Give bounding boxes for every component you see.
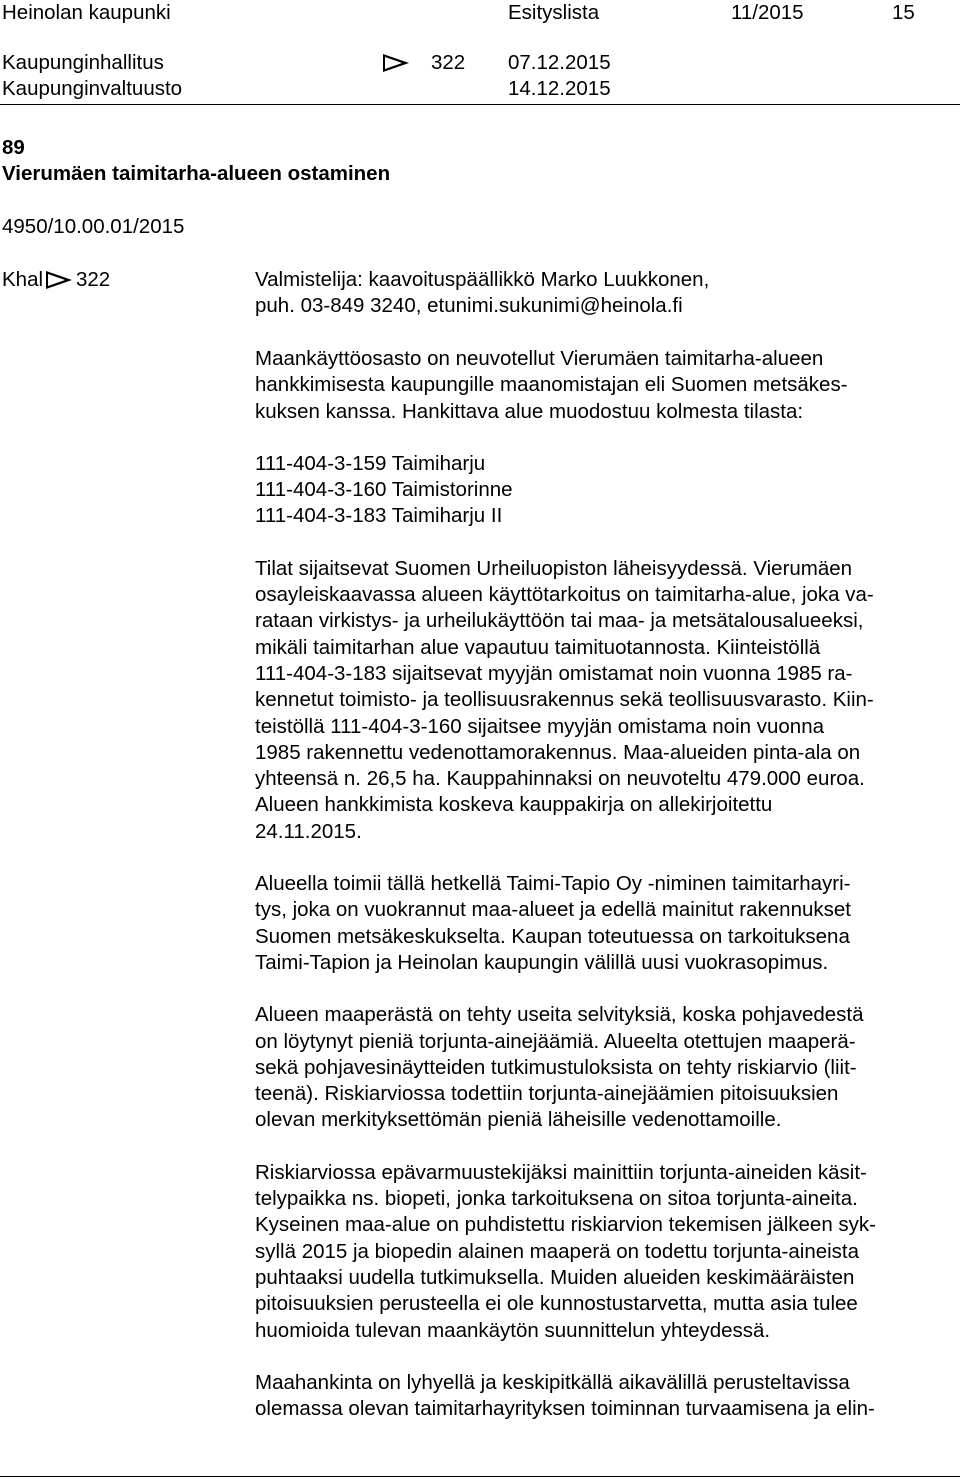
section-arrow-icon bbox=[383, 54, 409, 72]
meeting-body-1: Kaupunginhallitus bbox=[2, 51, 164, 74]
text-line: 111-404-3-183 sijaitsevat myyjän omistamat noin vuonna 1985 ra- bbox=[255, 661, 853, 685]
text-line: telypaikka ns. biopeti, jonka tarkoituksena on sitoa torjunta-aineita. bbox=[255, 1187, 858, 1211]
text-line: Taimi-Tapion ja Heinolan kaupungin välillä uusi vuokrasopimus. bbox=[255, 950, 829, 974]
text-line: hankkimisesta kaupungille maanomistajan eli Suomen metsäkes- bbox=[255, 373, 848, 397]
paragraph-location bbox=[255, 556, 960, 845]
text-line: Kyseinen maa-alue on puhdistettu riskiarvion tekemisen jälkeen syk- bbox=[255, 1213, 877, 1237]
footer-divider bbox=[0, 1476, 960, 1477]
text-line: syllä 2015 ja biopedin alainen maaperä on todettu torjunta-aineista bbox=[255, 1239, 860, 1263]
header-divider bbox=[0, 104, 960, 105]
text-line: puhtaaksi uudella tutkimuksella. Muiden alueiden keskimääräisten bbox=[255, 1265, 855, 1289]
khal-label: Khal bbox=[2, 268, 44, 291]
text-line: kennetut toimisto- ja teollisuusrakennus sekä teollisuusvarasto. Kiin- bbox=[255, 688, 874, 712]
text-line: teenä). Riskiarviossa todettiin torjunta-ainejäämien pitoisuuksien bbox=[255, 1082, 839, 1106]
text-line: Tilat sijaitsevat Suomen Urheiluopiston läheisyydessä. Vierumäen bbox=[255, 556, 853, 580]
text-line: 24.11.2015. bbox=[255, 819, 362, 843]
property-list bbox=[255, 451, 960, 530]
meeting-body-2: Kaupunginvaltuusto bbox=[2, 77, 183, 100]
khal-section: 322 bbox=[76, 268, 111, 291]
text-line: mikäli taimitarhan alue vapautuu taimituotannosta. Kiinteistöllä bbox=[255, 635, 821, 659]
record-number: 4950/10.00.01/2015 bbox=[2, 215, 185, 238]
text-line: 1985 rakennettu vedenottamorakennus. Maa-alueiden pinta-ala on bbox=[255, 740, 861, 764]
meeting-section-1: 322 bbox=[431, 51, 466, 74]
text-line: pitoisuuksien perusteella ei ole kunnostustarvetta, mutta asia tulee bbox=[255, 1292, 858, 1316]
property-item: 111-404-3-159 Taimiharju bbox=[255, 451, 486, 475]
text-line: olemassa olevan taimitarhayrityksen toiminnan turvaamisena ja elin- bbox=[255, 1397, 875, 1421]
text-line: olevan merkityksettömän pieniä läheisille vedenottamoille. bbox=[255, 1108, 782, 1132]
text-line: on löytynyt pieniä torjunta-ainejäämiä. Alueelta otettujen maaperä- bbox=[255, 1029, 856, 1053]
text-line: Maankäyttöosasto on neuvotellut Vierumäen taimitarha-alueen bbox=[255, 347, 824, 370]
paragraph-rationale bbox=[255, 1370, 960, 1423]
text-line: Maahankinta on lyhyellä ja keskipitkällä aikavälillä perusteltavissa bbox=[255, 1370, 850, 1394]
text-line: Alueella toimii tällä hetkellä Taimi-Tapio Oy -niminen taimitarhayri- bbox=[255, 872, 851, 896]
property-item: 111-404-3-183 Taimiharju II bbox=[255, 504, 503, 528]
paragraph-soil bbox=[255, 1002, 960, 1133]
item-number: 89 bbox=[2, 136, 25, 159]
text-line: Alueen hankkimista koskeva kauppakirja on allekirjoitettu bbox=[255, 793, 773, 817]
text-line: huomioida tulevan maankäytön suunnittelun yhteydessä. bbox=[255, 1318, 771, 1342]
text-line: Suomen metsäkeskukselta. Kaupan toteutuessa on tarkoituksena bbox=[255, 924, 850, 948]
text-line: tys, joka on vuokrannut maa-alueet ja edellä mainitut rakennukset bbox=[255, 898, 851, 922]
paragraph-intro bbox=[255, 346, 960, 425]
paragraph-risk bbox=[255, 1160, 960, 1344]
property-item: 111-404-3-160 Taimistorinne bbox=[255, 478, 513, 502]
org-name: Heinolan kaupunki bbox=[2, 1, 171, 24]
text-line: rataan virkistys- ja urheilukäyttöön tai maa- ja metsätalousalueeksi, bbox=[255, 609, 864, 633]
meeting-date-1: 07.12.2015 bbox=[508, 51, 611, 74]
preparer-line-1: Valmistelija: kaavoituspäällikkö Marko Luukkonen, bbox=[255, 268, 710, 291]
doc-type: Esityslista bbox=[508, 1, 600, 24]
text-line: kuksen kanssa. Hankittava alue muodostuu kolmesta tilasta: bbox=[255, 399, 804, 423]
text-line: Riskiarviossa epävarmuustekijäksi mainittiin torjunta-aineiden käsit- bbox=[255, 1160, 867, 1184]
preparer-line-2: puh. 03-849 3240, etunimi.sukunimi@heinola.fi bbox=[255, 294, 683, 317]
khal-arrow-icon bbox=[46, 271, 72, 289]
text-line: teistöllä 111-404-3-160 sijaitsee myyjän omistama noin vuonna bbox=[255, 714, 824, 738]
page-number: 15 bbox=[892, 1, 915, 24]
paragraph-tenant bbox=[255, 871, 960, 976]
text-line: Alueen maaperästä on tehty useita selvityksiä, koska pohjavedestä bbox=[255, 1003, 864, 1027]
issue-number: 11/2015 bbox=[731, 1, 804, 24]
text-line: yhteensä n. 26,5 ha. Kauppahinnaksi on neuvoteltu 479.000 euroa. bbox=[255, 767, 865, 791]
item-title: Vierumäen taimitarha-alueen ostaminen bbox=[2, 162, 391, 185]
text-line: osayleiskaavassa alueen käyttötarkoitus on taimitarha-alue, joka va- bbox=[255, 583, 874, 607]
text-line: sekä pohjavesinäytteiden tutkimustuloksista on tehty riskiarvio (liit- bbox=[255, 1055, 857, 1079]
item-body bbox=[255, 346, 960, 1448]
meeting-date-2: 14.12.2015 bbox=[508, 77, 611, 100]
